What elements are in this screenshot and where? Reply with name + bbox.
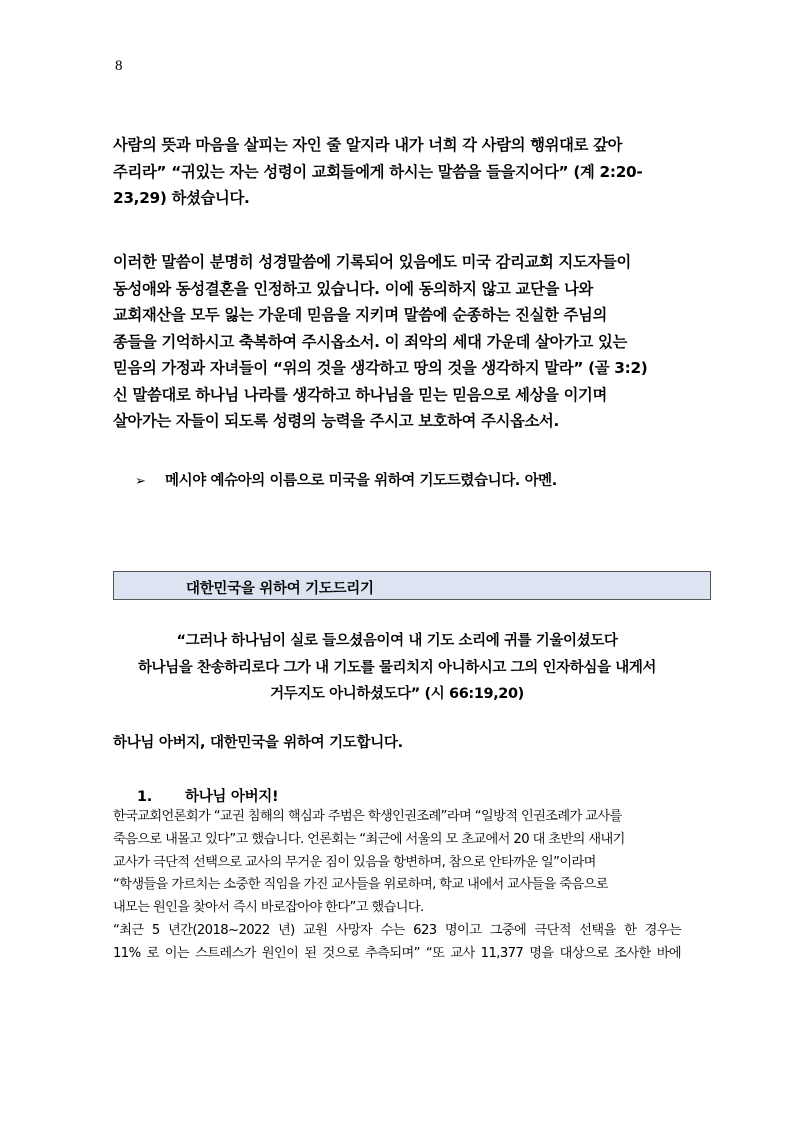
body-line: 죽음으로 내몰고 있다”고 했습니다. 언론회는 “최근에 서울의 모 초교에서 20 대 초반의 새내기 <box>113 831 625 847</box>
section-title: 대한민국을 위하여 기도드리기 <box>186 581 374 597</box>
body-line: 11% 로 이는 스트레스가 원인이 된 것으로 추측되며” “또 교사 11,377 명을 대상으로 조사한 바에 <box>113 945 681 961</box>
text-line: 종들을 기억하시고 축복하여 주시옵소서. 이 죄악의 세대 가운데 살아가고 있는 <box>113 332 628 351</box>
body-line: 교사가 극단적 선택으로 교사의 무거운 짐이 있음을 항변하며, 참으로 안타까운 일”이라며 <box>113 854 596 870</box>
page-number: 8 <box>115 58 123 74</box>
item-number: 1. <box>137 789 152 805</box>
scripture-quote <box>113 628 681 708</box>
bullet-item <box>135 469 557 490</box>
text-line: 동성애와 동성결혼을 인정하고 있습니다. 이에 동의하지 않고 교단을 나와 <box>113 279 594 298</box>
quote-line: 하나님을 찬송하리로다 그가 내 기도를 물리치지 아니하시고 그의 인자하심을 내게서 <box>137 659 657 676</box>
text-line: 사람의 뜻과 마음을 살피는 자인 줄 알지라 내가 너희 각 사람의 행위대로 갚아 <box>113 136 623 154</box>
paragraph-methodist-church <box>113 249 681 435</box>
body-line: “학생들을 가르치는 소중한 직임을 가진 교사들을 위로하며, 학교 내에서 교사들을 죽음으로 <box>113 877 608 893</box>
text-line: 살아가는 자들이 되도록 성령의 능력을 주시고 보호하여 주시옵소서. <box>113 412 560 430</box>
body-line: 내모는 원인을 찾아서 즉시 바로잡아야 한다”고 했습니다. <box>113 900 424 916</box>
text-line: 23,29) 하셨습니다. <box>113 189 250 207</box>
text-line: 이러한 말씀이 분명히 성경말씀에 기록되어 있음에도 미국 감리교회 지도자들이 <box>113 253 631 271</box>
text-line: 교회재산을 모두 잃는 가운데 믿음을 지키며 말씀에 순종하는 진실한 주님의 <box>113 306 608 324</box>
quote-line: 거두지도 아니하셨도다” (시 66:19,20) <box>270 686 524 702</box>
body-line: 한국교회언론회가 “교권 침해의 핵심과 주범은 학생인권조례”라며 “일방적 인권조례가 교사를 <box>113 809 622 824</box>
item-heading-text: 하나님 아버지! <box>185 789 279 805</box>
numbered-heading <box>137 785 278 806</box>
section-header-box <box>113 571 711 600</box>
paragraph-revelation <box>113 132 681 212</box>
body-paragraph <box>113 806 681 966</box>
arrow-bullet-icon: ➢ <box>135 474 146 489</box>
quote-line: “그러나 하나님이 실로 들으셨음이여 내 기도 소리에 귀를 기울이셨도다 <box>176 633 618 649</box>
bullet-text: 메시야 예슈아의 이름으로 미국을 위하여 기도드렸습니다. 아멘. <box>165 473 557 489</box>
text-line: 신 말씀대로 하나님 나라를 생각하고 하나님을 믿는 믿음으로 세상을 이기며 <box>113 385 608 404</box>
body-line: “최근 5 년간(2018~2022 년) 교원 사망자 수는 623 명이고 그중에 극단적 선택을 한 경우는 <box>113 922 682 938</box>
text-line: 주리라” “귀있는 자는 성령이 교회들에게 하시는 말씀을 들을지어다” (계 2:20- <box>113 162 643 181</box>
text-line: 믿음의 가정과 자녀들이 “위의 것을 생각하고 땅의 것을 생각하지 말라” (골 3:2) <box>113 359 648 377</box>
prayer-intro: 하나님 아버지, 대한민국을 위하여 기도합니다. <box>113 735 403 751</box>
